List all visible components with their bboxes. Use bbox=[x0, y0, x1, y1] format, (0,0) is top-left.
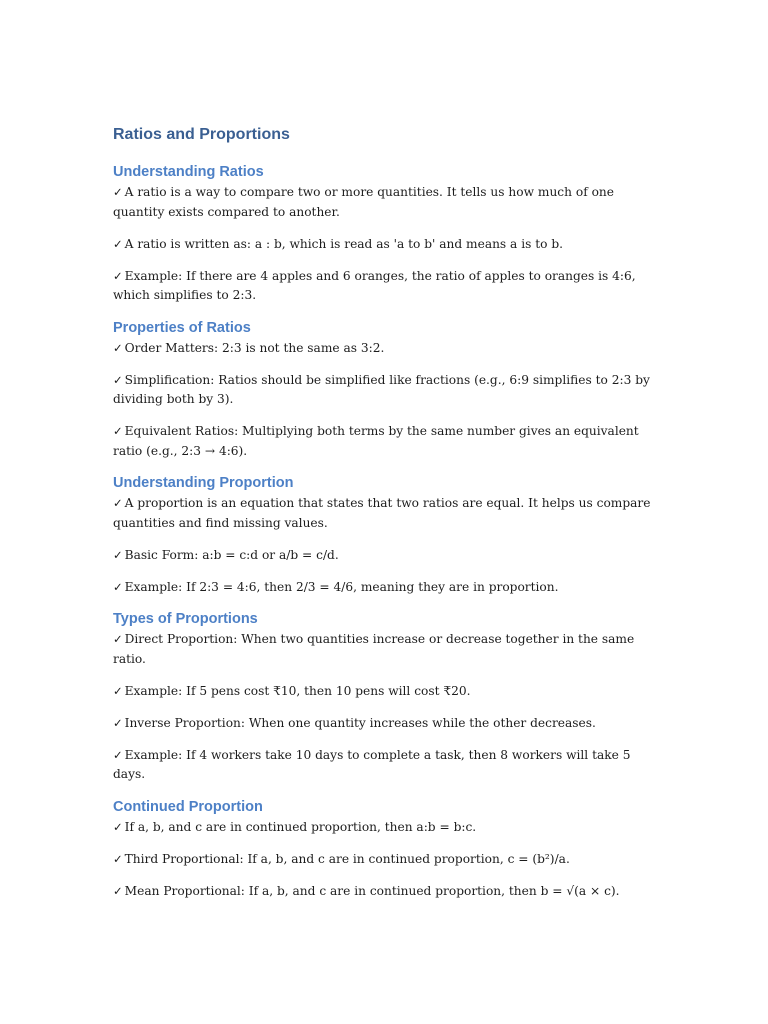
list-item bbox=[113, 339, 653, 359]
list-item bbox=[113, 371, 653, 410]
check-icon: ✓ bbox=[113, 340, 123, 355]
list-item bbox=[113, 682, 653, 702]
check-icon: ✓ bbox=[113, 547, 123, 562]
section-understanding-proportion bbox=[113, 472, 653, 597]
list-item-text: Equivalent Ratios: Multiplying both terms by the same number gives an equivalent ratio (e.g., 2:3 → 4:6). bbox=[113, 424, 639, 458]
list-item-text: Mean Proportional: If a, b, and c are in continued proportion, then b = √(a × c). bbox=[124, 883, 620, 898]
list-item bbox=[113, 630, 653, 669]
list-item-text: If a, b, and c are in continued proportion, then a:b = b:c. bbox=[124, 819, 477, 834]
section-heading: Properties of Ratios bbox=[113, 319, 251, 336]
list-item bbox=[113, 494, 653, 533]
section-heading: Continued Proportion bbox=[113, 798, 263, 815]
document-title: Ratios and Proportions bbox=[113, 126, 290, 143]
list-item-text: A ratio is written as: a : b, which is read as 'a to b' and means a is to b. bbox=[124, 236, 564, 251]
list-item-text: Direct Proportion: When two quantities increase or decrease together in the same ratio. bbox=[113, 632, 635, 666]
list-item bbox=[113, 818, 653, 838]
check-icon: ✓ bbox=[113, 579, 123, 594]
list-item-text: Example: If 2:3 = 4:6, then 2/3 = 4/6, meaning they are in proportion. bbox=[124, 579, 559, 594]
list-item bbox=[113, 183, 653, 222]
list-item-text: Simplification: Ratios should be simplified like fractions (e.g., 6:9 simplifies to 2:3 by dividing both by 3). bbox=[113, 372, 650, 406]
list-item-text: Basic Form: a:b = c:d or a/b = c/d. bbox=[124, 547, 339, 562]
check-icon: ✓ bbox=[113, 372, 123, 387]
list-item-text: A ratio is a way to compare two or more quantities. It tells us how much of one quantity exists compared to another. bbox=[113, 185, 614, 219]
check-icon: ✓ bbox=[113, 683, 123, 698]
list-item-text: Example: If there are 4 apples and 6 oranges, the ratio of apples to oranges is 4:6, which simplifies to 2:3. bbox=[113, 268, 636, 302]
list-item bbox=[113, 882, 653, 902]
check-icon: ✓ bbox=[113, 851, 123, 866]
check-icon: ✓ bbox=[113, 883, 123, 898]
list-item bbox=[113, 546, 653, 566]
check-icon: ✓ bbox=[113, 715, 123, 730]
list-item bbox=[113, 422, 653, 461]
section-heading: Understanding Ratios bbox=[113, 164, 264, 180]
list-item bbox=[113, 235, 653, 255]
section-heading: Understanding Proportion bbox=[113, 475, 294, 491]
document-page bbox=[113, 122, 653, 912]
list-item bbox=[113, 746, 653, 785]
list-item-text: Third Proportional: If a, b, and c are in continued proportion, c = (b²)/a. bbox=[124, 851, 570, 866]
section-heading: Types of Proportions bbox=[113, 611, 258, 627]
list-item bbox=[113, 714, 653, 734]
check-icon: ✓ bbox=[113, 185, 123, 199]
section-types-of-proportions bbox=[113, 608, 653, 785]
check-icon: ✓ bbox=[113, 747, 123, 762]
list-item-text: Example: If 4 workers take 10 days to complete a task, then 8 workers will take 5 days. bbox=[113, 747, 631, 781]
list-item-text: Example: If 5 pens cost ₹10, then 10 pens will cost ₹20. bbox=[124, 683, 471, 698]
list-item bbox=[113, 850, 653, 870]
list-item-text: A proportion is an equation that states that two ratios are equal. It helps us compare quantities and find missing values. bbox=[113, 496, 651, 530]
check-icon: ✓ bbox=[113, 236, 123, 251]
check-icon: ✓ bbox=[113, 496, 123, 510]
list-item-text: Inverse Proportion: When one quantity increases while the other decreases. bbox=[124, 715, 596, 730]
section-understanding-ratios bbox=[113, 161, 653, 306]
section-continued-proportion bbox=[113, 796, 653, 902]
check-icon: ✓ bbox=[113, 819, 123, 834]
list-item-text: Order Matters: 2:3 is not the same as 3:2. bbox=[124, 340, 385, 355]
list-item bbox=[113, 267, 653, 306]
check-icon: ✓ bbox=[113, 424, 123, 438]
section-properties-of-ratios bbox=[113, 317, 653, 462]
check-icon: ✓ bbox=[113, 632, 123, 646]
list-item bbox=[113, 578, 653, 598]
check-icon: ✓ bbox=[113, 268, 123, 283]
